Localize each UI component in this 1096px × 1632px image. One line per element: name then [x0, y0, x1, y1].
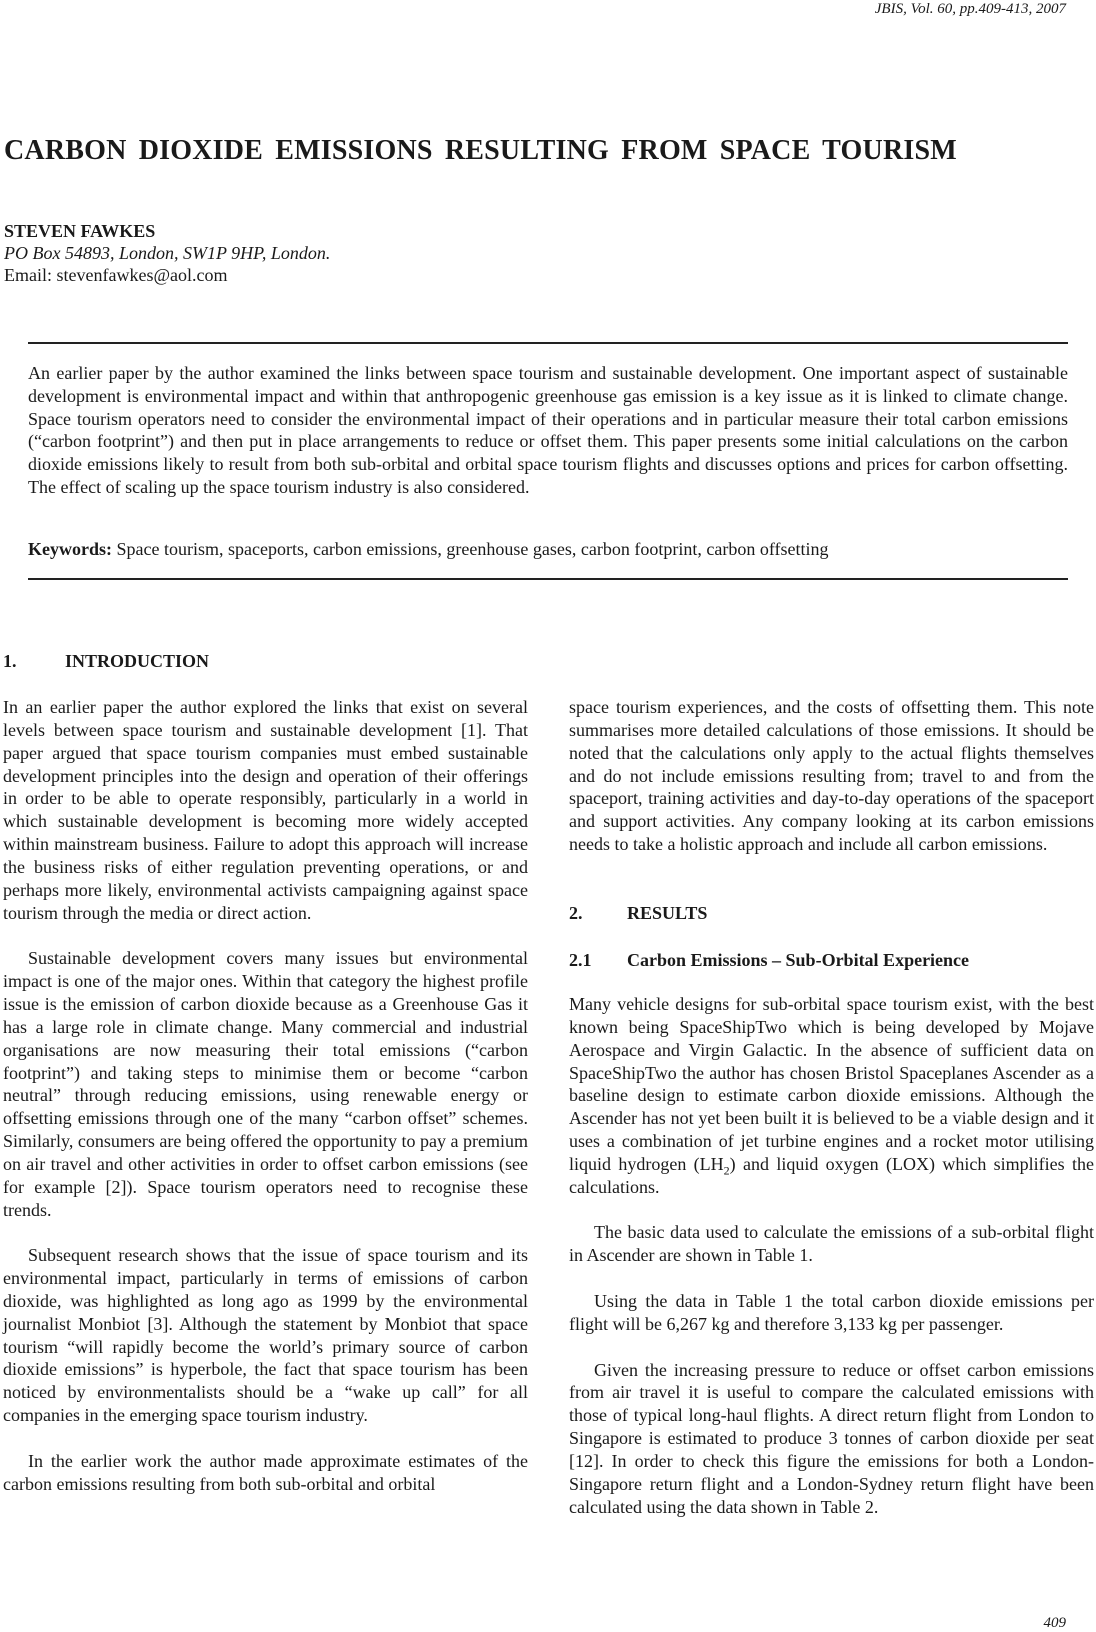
subsection-heading-sub-orbital [569, 949, 969, 971]
section-number: 2. [569, 903, 583, 923]
right-column-top [569, 696, 1094, 856]
subsection-title: Carbon Emissions – Sub-Orbital Experience [627, 950, 970, 970]
abstract: An earlier paper by the author examined the links between space tourism and sustainable development. One important aspect of sustainable development is environmental impact and within that anthropogenic greenhouse gas emission is a key issue as it is linked to climate change. Space tourism operators need to consider the environmental impact of their operations and in particular measure their total carbon emissions (“carbon footprint”) and then put in place arrangements to reduce or offset them. This paper presents some initial calculations on the carbon dioxide emissions likely to result from both sub-orbital and orbital space tourism flights and discusses options and prices for carbon offsetting. The effect of scaling up the space tourism industry is also considered. [28, 363, 1068, 497]
author-address: PO Box 54893, London, SW1P 9HP, London. [4, 243, 331, 263]
abstract-bottom-rule [28, 578, 1068, 580]
text-run: Many vehicle designs for sub-orbital space tourism exist, with the best known being SpaceShipTwo which is being developed by Mojave Aerospace and Virgin Galactic. In the absence of sufficient data on SpaceShipTwo the author has chosen Bristol Spaceplanes Ascender as a baseline design to estimate carbon dioxide emissions. Although the Ascender has not yet been built it is believed to be a viable design and it uses a combination of jet turbine engines and a rocket motor utilising liquid hydrogen (LH [569, 994, 1094, 1174]
keywords-text: Space tourism, spaceports, carbon emissions, greenhouse gases, carbon footprint, carbon offsetting [112, 539, 829, 559]
intro-paragraph-2: Sustainable development covers many issues but environmental impact is one of the major ones. Within that category the highest profile issue is the emission of carbon dioxide because as a Greenhouse Gas it has a large role in climate change. Many commercial and industrial organisations are now measuring their total emissions (“carbon footprint”) and taking steps to minimise them or become “carbon neutral” through reducing emissions, using renewable energy or offsetting emissions through one of the many “carbon offset” schemes. Similarly, consumers are being offered the opportunity to pay a premium on air travel and other activities in order to offset carbon emissions (see for example [2]). Space tourism operators need to recognise these trends. [3, 948, 528, 1220]
text-run: ) and liquid oxygen (LOX) which simplifies the calculations. [569, 1153, 1095, 1197]
section-title: INTRODUCTION [65, 651, 210, 671]
sub-orbital-paragraph-4: Given the increasing pressure to reduce or offset carbon emissions from air travel it is useful to compare the calculated emissions with those of typical long-haul flights. A direct return flight from London to Singapore is estimated to produce 3 tonnes of carbon dioxide per seat [12]. In order to check this figure the emissions for both a London-Singapore return flight and a London-Sydney return flight have been calculated using the data shown in Table 2. [569, 1359, 1094, 1517]
journal-reference: JBIS, Vol. 60, pp.409-413, 2007 [874, 1, 1066, 17]
sub-orbital-paragraph-3: Using the data in Table 1 the total carbon dioxide emissions per flight will be 6,267 kg and therefore 3,133 kg per passenger. [569, 1290, 1094, 1334]
section-heading-results [569, 902, 707, 924]
author-name: STEVEN FAWKES [4, 221, 156, 241]
section-heading-introduction [3, 650, 209, 672]
paper-title: CARBON DIOXIDE EMISSIONS RESULTING FROM SPACE TOURISM [4, 135, 957, 166]
subscript: 2 [723, 1163, 730, 1178]
abstract-top-rule [28, 342, 1068, 344]
intro-continuation: space tourism experiences, and the costs of offsetting them. This note summarises more detailed calculations of those emissions. It should be noted that the calculations only apply to the actual flights themselves and do not include emissions resulting from; travel to and from the spaceport, training activities and day-to-day operations of the spaceport and support activities. Any company looking at its carbon emissions needs to take a holistic approach and include all carbon emissions. [569, 697, 1094, 855]
sub-orbital-paragraph-1 [569, 993, 1094, 1199]
intro-paragraph-1: In an earlier paper the author explored the links that exist on several levels between space tourism and sustainable development [1]. That paper argued that space tourism companies must embed sustainable development principles into the design and operation of their offerings in order to be able to operate responsibly, particularly in a world in which sustainable development is becoming more widely accepted within mainstream business. Failure to adopt this approach will increase the business risks of either regulation preventing operations, or and perhaps more likely, environmental activists campaigning against space tourism through the media or direct action. [3, 697, 528, 923]
section-number: 1. [3, 651, 17, 671]
author-block [4, 220, 330, 286]
left-column [3, 696, 528, 1496]
intro-paragraph-3: Subsequent research shows that the issue of space tourism and its environmental impact, particularly in terms of emissions of carbon dioxide, was highlighted as long ago as 1999 by the environmental journalist Monbiot [3]. Although the statement by Monbiot that space tourism “will rapidly become the world’s primary source of carbon dioxide emissions” is hyperbole, the fact that space tourism has been noticed by environmentalists should be a “wake up call” for all companies in the emerging space tourism industry. [3, 1245, 528, 1426]
keywords [28, 538, 1068, 560]
section-title: RESULTS [627, 903, 708, 923]
author-email: Email: stevenfawkes@aol.com [4, 265, 228, 285]
page-number: 409 [1043, 1615, 1066, 1631]
keywords-label: Keywords: [28, 539, 112, 559]
intro-paragraph-4: In the earlier work the author made approximate estimates of the carbon emissions resulting from both sub-orbital and orbital [3, 1450, 528, 1494]
subsection-number: 2.1 [569, 950, 592, 970]
right-column-results [569, 993, 1094, 1518]
sub-orbital-paragraph-2: The basic data used to calculate the emissions of a sub-orbital flight in Ascender are shown in Table 1. [569, 1222, 1094, 1266]
